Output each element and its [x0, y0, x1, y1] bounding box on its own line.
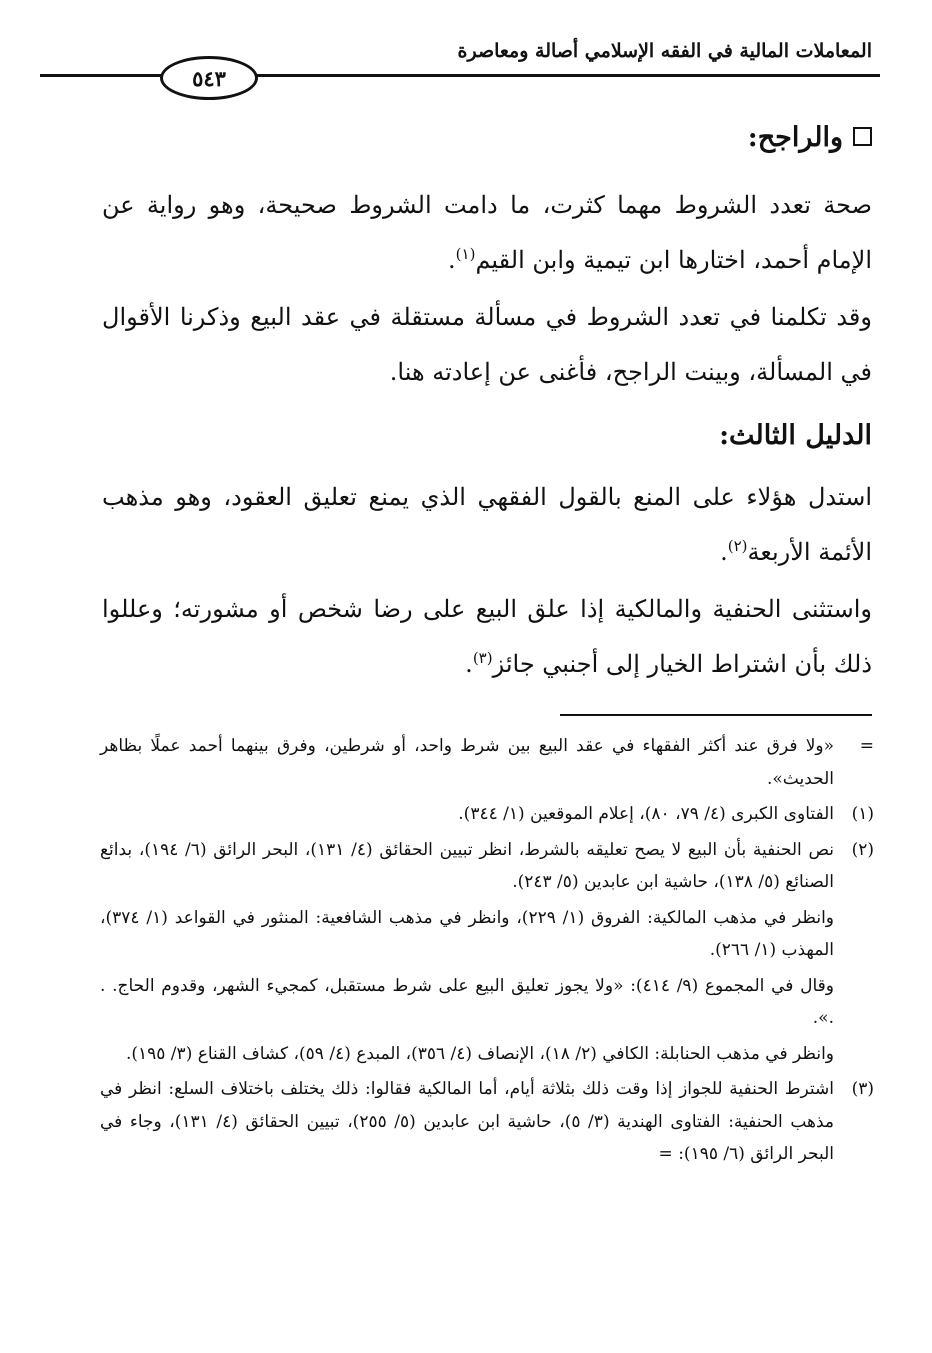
continuation-marker: =: [859, 736, 874, 756]
footnote-2-paragraph-4: وانظر في مذهب الحنابلة: الكافي (٢/ ١٨)، الإنصاف (٤/ ٣٥٦)، المبدع (٤/ ٥٩)، كشاف القناع (٣/ ١٩٥).: [125, 1043, 834, 1064]
running-title: المعاملات المالية في الفقه الإسلامي أصالة ومعاصرة: [457, 40, 872, 62]
heading-third-evidence: الدليل الثالث:: [719, 420, 872, 451]
checkbox-square-icon: [853, 127, 872, 146]
footnote-1-marker: (١): [851, 804, 874, 824]
footnote-separator: [560, 714, 872, 716]
footnote-1: [100, 798, 874, 831]
paragraph-3-text: استدل هؤلاء على المنع بالقول الفقهي الذي يمنع تعليق العقود، وهو مذهب الأئمة الأربعة: [102, 483, 872, 566]
heading-preferred-text: والراجح:: [747, 122, 843, 153]
paragraph-4-text: واستثنى الحنفية والمالكية إذا علق البيع على رضا شخص أو مشورته؛ وعللوا ذلك بأن اشتراط الخيار إلى أجنبي جائز: [102, 595, 872, 678]
footnote-2-marker: (٢): [851, 839, 874, 860]
footnote-continuation-text: «ولا فرق عند أكثر الفقهاء في عقد البيع بين شرط واحد، أو شرطين، وفرق بينهما أحمد عملًا بظاهر الحديث».: [100, 736, 834, 789]
page-number: ٥٤٣: [160, 56, 258, 100]
paragraph-4: [102, 582, 872, 692]
footnote-2-paragraph-3: وقال في المجموع (٩/ ٤١٤): «ولا يجوز تعليق البيع على شرط مستقبل، كمجيء الشهر، وقدوم الحاج. . .».: [100, 975, 834, 1028]
footnote-3-text: اشترط الحنفية للجواز إذا وقت ذلك بثلاثة أيام، أما المالكية فقالوا: ذلك يختلف باختلاف السلع: انظر في مذهب الحنفية: الفتاوى الهندية (٣/ ٥)، حاشية ابن عابدين (٥/ ٢٥٥)، تبيين الحقائق (٤/ ١٣١)، وجاء في البحر الرائق (٦/ ١٩٥): =: [100, 1079, 835, 1164]
footnote-continuation: [100, 730, 874, 795]
paragraph-3: [102, 470, 872, 580]
footnote-1-text: الفتاوى الكبرى (٤/ ٧٩، ٨٠)، إعلام الموقعين (١/ ٣٤٤).: [458, 804, 834, 824]
paragraph-1-period: .: [448, 246, 456, 274]
paragraph-1: [102, 178, 872, 288]
footnote-ref-2: (٢): [727, 537, 748, 555]
paragraph-1-text: صحة تعدد الشروط مهما كثرت، ما دامت الشروط صحيحة، وهو رواية عن الإمام أحمد، اختارها ابن تيمية وابن القيم: [102, 191, 872, 274]
heading-preferred: [102, 122, 872, 153]
footnote-2: [100, 834, 874, 899]
paragraph-3-period: .: [720, 538, 728, 566]
footnote-2-text: نص الحنفية بأن البيع لا يصح تعليقه بالشرط، انظر تبيين الحقائق (٤/ ١٣١)، البحر الرائق (٦/ ١٩٤)، بدائع الصنائع (٥/ ١٣٨)، حاشية ابن عابدين (٥/ ٢٤٣).: [100, 839, 834, 892]
footnote-2-paragraph-2: وانظر في مذهب المالكية: الفروق (١/ ٢٢٩)، وانظر في مذهب الشافعية: المنثور في القواعد (١/ ٣٧٤)، المهذب (١/ ٢٦٦).: [100, 907, 835, 960]
footnote-ref-1: (١): [455, 245, 476, 263]
footnotes: [100, 730, 874, 1174]
paragraph-4-period: .: [465, 650, 473, 678]
footnote-ref-3: (٣): [472, 649, 493, 667]
footnote-3-marker: (٣): [851, 1079, 874, 1099]
footnote-3: [100, 1073, 874, 1171]
paragraph-2: وقد تكلمنا في تعدد الشروط في مسألة مستقلة في عقد البيع وذكرنا الأقوال في المسألة، وبينت الراجح، فأغنى عن إعادته هنا.: [102, 303, 872, 386]
